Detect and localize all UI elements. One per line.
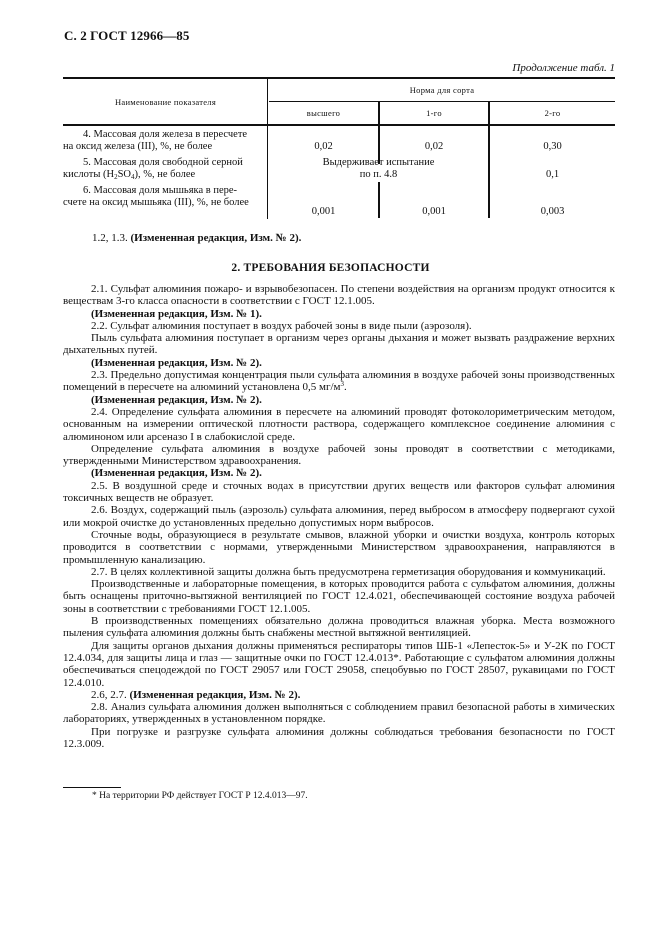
table-row-4-name [63, 129, 267, 152]
row-5-name-first: 5. Массовая доля свободной серной [83, 157, 243, 168]
row-4-name-rest: на оксид железа (III), %, не более [63, 140, 213, 152]
paragraph: 2.6. Воздух, содержащий пыль (аэрозоль) сульфата алюминия, перед выбросом в атмосферу подвергают сухой или мокрой очистке до установленных предельно допустимых норм выбросов. [63, 504, 615, 529]
paragraph: 2.5. В воздушной среде и сточных водах в присутствии других веществ или факторов сульфат алюминия токсичных веществ не образует. [63, 479, 615, 505]
table-caption: Продолжение табл. 1 [512, 62, 615, 74]
paragraph: Определение сульфата алюминия в воздухе рабочей зоны проводят в соответствии с методиками, утвержденными Министерством здравоохранения. [63, 442, 615, 468]
row-5-name-pre: кислоты (H [63, 168, 115, 180]
amendment-note: (Измененная редакция, Изм. № 2). [91, 467, 262, 480]
amendment-note: (Измененная редакция, Изм. № 2). [129, 688, 301, 701]
column-header-name: Наименование показателя [114, 97, 217, 107]
table-row-5-name [63, 157, 267, 180]
paragraph: 2.1. Сульфат алюминия пожаро- и взрывобезопасен. По степени воздействия на организм продукт относится к веществам 3-го класса опасности в соответствии с ГОСТ 12.1.005. [63, 283, 615, 308]
paragraph: Пыль сульфата алюминия поступает в организм через органы дыхания и может вызвать раздражение верхних дыхательных путей. [63, 332, 615, 357]
row-6-value-top: 0,001 [311, 206, 336, 217]
page-header: С. 2 ГОСТ 12966—85 [64, 28, 190, 43]
paragraph [63, 689, 615, 701]
paragraph: 2.2. Сульфат алюминия поступает в воздух рабочей зоны в виде пыли (аэрозоля). [91, 319, 472, 332]
section-body [63, 283, 615, 750]
paragraph: При погрузке и разгрузке сульфата алюминия должны соблюдаться требования безопасности по ГОСТ 12.3.009. [63, 725, 615, 750]
column-header-grade-1: 1-го [426, 108, 442, 118]
row-5-name-rest [63, 169, 267, 181]
table-amendment-note [92, 232, 301, 244]
amendment-note: (Измененная редакция, Изм. № 2). [91, 393, 262, 406]
amendment-note: (Измененная редакция, Изм. № 2). [91, 356, 262, 369]
section-title: 2. ТРЕБОВАНИЯ БЕЗОПАСНОСТИ [231, 262, 430, 274]
row-5-merged-line-1: Выдерживает испытание [322, 157, 435, 168]
column-header-grade-top: высшего [306, 108, 341, 118]
paragraph: Производственные и лабораторные помещения, в которых проводится работа с сульфатом алюминия, должны быть оснащены приточно-вытяжной вентиляцией по ГОСТ 12.4.021, обеспечивающей состояние воздуха рабочей зоны в соответствии с требованиями ГОСТ 12.1.005. [63, 578, 615, 615]
paragraph: Для защиты органов дыхания должны применяться респираторы типов ШБ-1 «Лепесток-5» и У-2К по ГОСТ 12.4.034, для защиты лица и глаз — защитные очки по ГОСТ 12.4.013*. Работающие с сульфатом алюминия должны обеспечиваться спецодеждой по ГОСТ 29057 или ГОСТ 29058, спецобувью по ГОСТ 28507, рукавицами по ГОСТ 12.4.010. [63, 639, 615, 689]
row-6-value-2: 0,003 [540, 206, 565, 217]
paragraph: 2.4. Определение сульфата алюминия в пересчете на алюминий проводят фотоколориметрическим методом, основанным на измерении оптической плотности раствора, содержащего комплексное соединение алюминия с алюминоном или арсеназо I в слабокислой среде. [63, 405, 615, 443]
row-4-name-first: 4. Массовая доля железа в пересчете [83, 129, 248, 140]
column-header-norm: Норма для сорта [409, 85, 475, 95]
footnote-divider [63, 787, 121, 788]
row-5-name-post: ), %, не более [134, 168, 196, 180]
paragraph-text-end: . [344, 381, 347, 394]
row-5-merged-line-2: по п. 4.8 [359, 168, 398, 180]
row-5-sub-2: 4 [131, 172, 135, 181]
row-5-value-2: 0,1 [545, 169, 560, 180]
paragraph: 2.7. В целях коллективной защиты должна быть предусмотрена герметизация оборудования и коммуникаций. [91, 565, 606, 578]
paragraph [63, 369, 615, 394]
amendment-note: (Измененная редакция, Изм. № 2). [130, 232, 302, 244]
column-header-grade-2: 2-го [544, 108, 561, 118]
table-row-6-name [63, 185, 267, 208]
row-4-value-top: 0,02 [314, 141, 333, 152]
row-6-name-first: 6. Массовая доля мышьяка в пере- [83, 185, 238, 196]
row-6-name-rest: счете на оксид мышьяка (III), %, не более [63, 196, 249, 208]
paragraph: Сточные воды, образующиеся в результате смывов, влажной уборки и очистки воздуха, контроль которых проводится в соответствии с нормами, утвержденными Министерством здравоохранения, направляются в промышленную канализацию. [63, 528, 615, 566]
row-5-merged-value [269, 157, 488, 180]
superscript: 3 [340, 380, 345, 389]
footnote: * На территории РФ действует ГОСТ Р 12.4.013—97. [92, 791, 308, 801]
row-6-value-1: 0,001 [422, 206, 446, 217]
paragraph-text: 2.3. Предельно допустимая концентрация пыли сульфата алюминия в воздухе рабочей зоны производственных помещений в пересчете на алюминий установлена 0,5 мг/м [63, 369, 615, 394]
row-4-value-1: 0,02 [424, 141, 444, 152]
row-5-sub-1: 2 [114, 172, 118, 181]
amendment-prefix: 2.6, 2.7. [91, 688, 130, 701]
amendment-note: (Измененная редакция, Изм. № 1). [91, 307, 262, 320]
row-4-value-2: 0,30 [543, 141, 562, 152]
amendment-prefix: 1.2, 1.3. [92, 232, 128, 244]
paragraph: 2.8. Анализ сульфата алюминия должен выполняться с соблюдением правил безопасной работы в химических лабораториях, утвержденных в установленном порядке. [63, 701, 615, 726]
paragraph: В производственных помещениях обязательно должна проводиться влажная уборка. Места возможного пыления сульфата алюминия должны быть снабжены местной вытяжной вентиляцией. [63, 615, 615, 640]
row-5-name-mid: SO [117, 168, 132, 180]
